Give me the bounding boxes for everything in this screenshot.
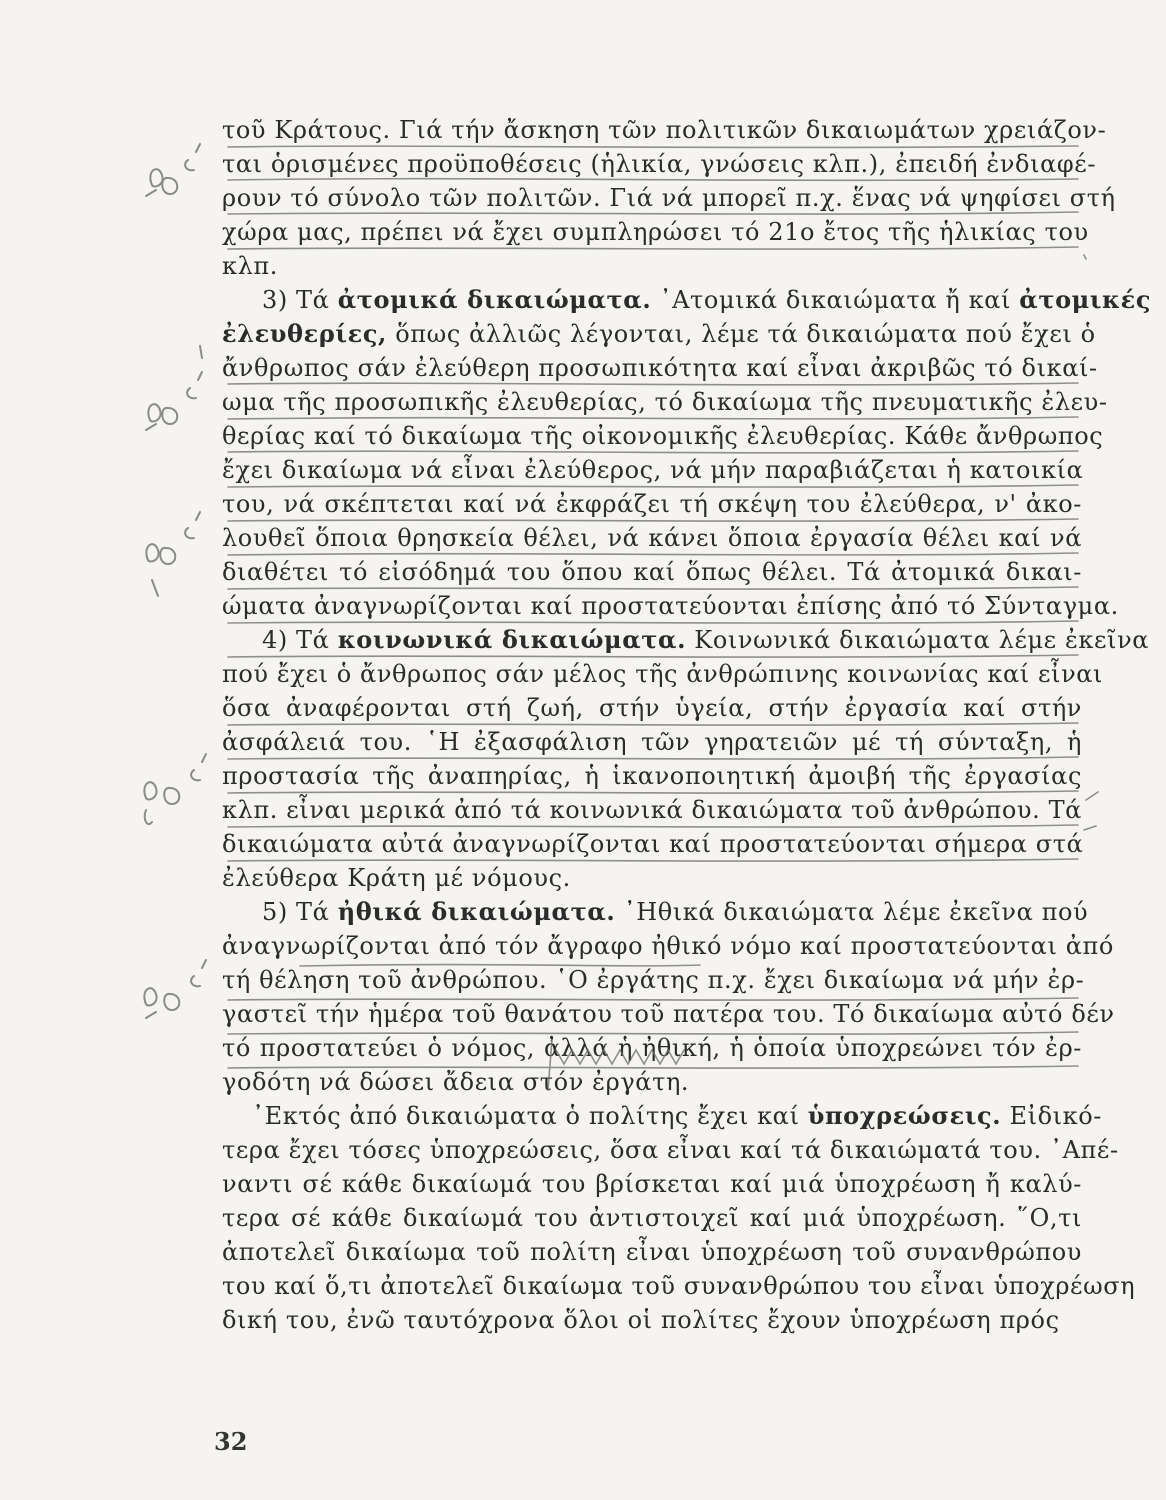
text-line: [222, 1303, 1082, 1337]
bold-term: ἠθικά δικαιώματα.: [337, 897, 616, 926]
text-run: ᾿Ηθικά δικαιώματα λέμε ἐκεῖνα πού: [615, 898, 1089, 926]
text-run: του, νά σκέπτεται καί νά ἐκφράζει τή σκέψη του ἐλεύθερα, ν' ἀκο-: [222, 490, 1082, 518]
text-run: Εἰδικό-: [1001, 1102, 1102, 1130]
text-run: ἀναγνωρίζονται ἀπό τόν ἄγραφο ἠθικό νόμο καί προστατεύονται ἀπό: [222, 932, 1114, 960]
text-line: [222, 963, 1085, 997]
text-line: [222, 623, 1150, 657]
text-line: [222, 385, 1108, 419]
text-run: προστασία τῆς ἀναπηρίας, ἡ ἱκανοποιητική ἀμοιβή τῆς ἐργασίας: [222, 762, 1082, 790]
text-line: [222, 283, 1152, 317]
text-run: ὅσα ἀναφέρονται στή ζωή, στήν ὑγεία, στήν ἐργασία καί στήν: [222, 694, 1082, 722]
text-line: [222, 1269, 1136, 1303]
text-run: τή θέληση τοῦ ἀνθρώπου. ῾Ο ἐργάτης π.χ. ἔχει δικαίωμα νά μήν ἐρ-: [222, 966, 1085, 994]
text-line: [222, 1201, 1082, 1235]
text-line: [222, 1031, 1082, 1065]
text-line: [222, 997, 1115, 1031]
text-line: [222, 725, 1082, 759]
text-run: δικαιώματα αὐτά ἀναγνωρίζονται καί προστατεύονται σήμερα στά: [222, 830, 1084, 858]
text-line: [222, 861, 1082, 895]
text-run: λουθεῖ ὅποια θρησκεία θέλει, νά κάνει ὅποια ἐργασία θέλει καί νά: [222, 524, 1082, 552]
text-line: [222, 929, 1114, 963]
text-run: 4) Τά: [262, 626, 338, 654]
text-line: [222, 1235, 1082, 1269]
text-run: τό προστατεύει ὁ νόμος, ἀλλά ἡ ἠθική, ἡ ὁποία ὑποχρεώνει τόν ἐρ-: [222, 1034, 1082, 1062]
text-run: ώματα ἀναγνωρίζονται καί προστατεύονται ἐπίσης ἀπό τό Σύνταγμα.: [222, 592, 1119, 620]
text-run: 5) Τά: [262, 898, 338, 926]
text-run: τερα ἔχει τόσες ὑποχρεώσεις, ὅσα εἶναι καί τά δικαιώματά του. ᾿Απέ-: [222, 1136, 1119, 1164]
body-text: [222, 113, 1152, 1337]
bold-term: ἀτομικά δικαιώματα.: [337, 285, 652, 314]
text-run: χώρα μας, πρέπει νά ἔχει συμπληρώσει τό 21ο ἔτος τῆς ἡλικίας του: [222, 218, 1089, 246]
text-line: [222, 759, 1082, 793]
text-run: ἀσφάλειά του. ῾Η ἐξασφάλιση τῶν γηρατειῶν μέ τή σύνταξη, ἡ: [222, 728, 1082, 756]
text-run: ἀποτελεῖ δικαίωμα τοῦ πολίτη εἶναι ὑποχρέωση τοῦ συνανθρώπου: [222, 1238, 1082, 1266]
text-run: γοδότη νά δώσει ἄδεια στόν ἐργάτη.: [222, 1068, 690, 1096]
text-line: [222, 487, 1082, 521]
text-run: ται ὁρισμένες προϋποθέσεις (ἡλικία, γνώσεις κλπ.), ἐπειδή ἐνδιαφέ-: [222, 150, 1097, 178]
text-line: [222, 1065, 1082, 1099]
bold-term: κοινωνικά δικαιώματα.: [337, 625, 687, 654]
text-line: [222, 249, 1082, 283]
text-line: [222, 147, 1097, 181]
text-line: [222, 555, 1082, 589]
text-run: κλπ.: [222, 252, 279, 280]
text-line: [222, 895, 1089, 929]
text-line: [222, 317, 1096, 351]
text-line: [222, 1167, 1082, 1201]
text-run: δική του, ἐνῶ ταυτόχρονα ὅλοι οἱ πολίτες ἔχουν ὑποχρέωση πρός: [222, 1306, 1060, 1334]
text-run: ἄνθρωπος σάν ἐλεύθερη προσωπικότητα καί εἶναι ἀκριβῶς τό δικαί-: [222, 354, 1098, 382]
text-run: 3) Τά: [262, 286, 338, 314]
text-run: ναντι σέ κάθε δικαίωμά του βρίσκεται καί μιά ὑποχρέωση ἤ καλύ-: [222, 1170, 1082, 1198]
bold-term: ἀτομικές: [1019, 285, 1152, 314]
text-line: [222, 419, 1104, 453]
bold-term: ὑποχρεώσεις.: [807, 1101, 1002, 1130]
text-line: [222, 113, 1107, 147]
text-run: Κοινωνικά δικαιώματα λέμε ἐκεῖνα: [686, 626, 1150, 654]
text-run: τερα σέ κάθε δικαίωμά του ἀντιστοιχεῖ καί μιά ὑποχρέωση. ῞Ο,τι: [222, 1204, 1082, 1232]
text-line: [222, 589, 1119, 623]
text-run: διαθέτει τό εἰσόδημά του ὅπου καί ὅπως θέλει. Τά ἀτομικά δικαι-: [222, 558, 1082, 586]
text-line: [222, 657, 1104, 691]
text-line: [222, 827, 1082, 861]
text-run: ᾿Ατομικά δικαιώματα ἤ καί: [651, 286, 1020, 314]
bold-term: ἐλευθερίες,: [222, 319, 387, 348]
text-run: του καί ὅ,τι ἀποτελεῖ δικαίωμα τοῦ συνανθρώπου του εἶναι ὑποχρέωση: [222, 1272, 1136, 1300]
text-run: ὅπως ἀλλιῶς λέγονται, λέμε τά δικαιώματα πού ἔχει ὁ: [387, 320, 1096, 348]
text-line: [222, 521, 1082, 555]
text-run: ᾿Εκτός ἀπό δικαιώματα ὁ πολίτης ἔχει καί: [252, 1102, 808, 1130]
text-line: [222, 351, 1098, 385]
text-line: [222, 691, 1082, 725]
text-run: ἔχει δικαίωμα νά εἶναι ἐλεύθερος, νά μήν παραβιάζεται ἡ κατοικία: [222, 456, 1084, 484]
text-run: ἐλεύθερα Κράτη μέ νόμους.: [222, 864, 571, 892]
text-run: ωμα τῆς προσωπικῆς ἐλευθερίας, τό δικαίωμα τῆς πνευματικῆς ἐλευ-: [222, 388, 1108, 416]
text-run: ρουν τό σύνολο τῶν πολιτῶν. Γιά νά μπορεῖ π.χ. ἕνας νά ψηφίσει στή: [222, 184, 1116, 212]
text-line: [222, 215, 1089, 249]
text-line: [222, 793, 1082, 827]
text-line: [222, 181, 1116, 215]
text-run: τοῦ Κράτους. Γιά τήν ἄσκηση τῶν πολιτικῶν δικαιωμάτων χρειάζον-: [222, 116, 1107, 144]
page-number: 32: [214, 1427, 248, 1456]
text-run: γαστεῖ τήν ἡμέρα τοῦ θανάτου τοῦ πατέρα του. Τό δικαίωμα αὐτό δέν: [222, 1000, 1115, 1028]
text-line: [222, 453, 1082, 487]
text-run: πού ἔχει ὁ ἄνθρωπος σάν μέλος τῆς ἀνθρώπινης κοινωνίας καί εἶναι: [222, 660, 1104, 688]
text-line: [222, 1133, 1119, 1167]
text-run: κλπ. εἶναι μερικά ἀπό τά κοινωνικά δικαιώματα τοῦ ἀνθρώπου. Τά: [222, 796, 1082, 824]
text-run: θερίας καί τό δικαίωμα τῆς οἰκονομικῆς ἐλευθερίας. Κάθε ἄνθρωπος: [222, 422, 1104, 450]
text-line: [222, 1099, 1102, 1133]
